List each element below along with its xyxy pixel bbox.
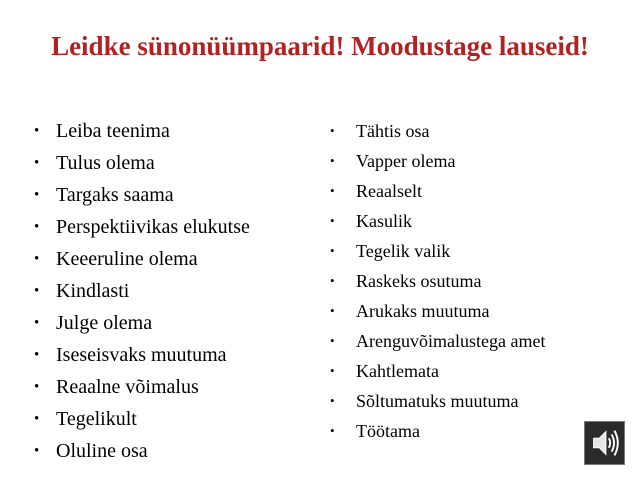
right-item-text: Tegelik valik [356, 241, 451, 261]
bullet-icon: • [34, 379, 40, 395]
left-phrase-list [34, 117, 250, 469]
right-list-item [330, 238, 545, 268]
left-item-text: Reaalne võimalus [56, 376, 199, 398]
left-item-text: Tulus olema [56, 152, 155, 174]
bullet-icon: • [34, 123, 40, 139]
right-item-text: Arukaks muutuma [356, 301, 490, 321]
bullet-icon: • [330, 183, 335, 198]
bullet-icon: • [34, 315, 40, 331]
bullet-icon: • [330, 393, 335, 408]
right-list-item [330, 268, 545, 298]
right-list-item [330, 328, 545, 358]
right-list-item [330, 388, 545, 418]
bullet-icon: • [34, 347, 40, 363]
left-list-item [34, 437, 250, 469]
bullet-icon: • [330, 123, 335, 138]
left-list-item [34, 213, 250, 245]
right-item-text: Raskeks osutuma [356, 271, 482, 291]
slide-title: Leidke sünonüümpaarid! Moodustage lauseid! [51, 31, 589, 61]
left-list-item [34, 405, 250, 437]
bullet-icon: • [34, 411, 40, 427]
right-item-text: Töötama [356, 421, 420, 441]
right-list-item [330, 148, 545, 178]
left-item-text: Iseseisvaks muutuma [56, 344, 227, 366]
right-list-item [330, 178, 545, 208]
left-item-text: Tegelikult [56, 408, 137, 430]
left-item-text: Perspektiivikas elukutse [56, 216, 250, 238]
bullet-icon: • [34, 251, 40, 267]
right-list-item [330, 418, 545, 448]
bullet-icon: • [34, 219, 40, 235]
left-item-text: Keeeruline olema [56, 248, 198, 270]
left-item-text: Leiba teenima [56, 120, 170, 142]
left-list-item [34, 117, 250, 149]
bullet-icon: • [34, 187, 40, 203]
right-list-item [330, 298, 545, 328]
bullet-icon: • [330, 333, 335, 348]
left-list-item [34, 245, 250, 277]
audio-play-button[interactable] [584, 421, 625, 465]
bullet-icon: • [34, 283, 40, 299]
right-item-text: Arenguvõimalustega amet [356, 331, 546, 351]
right-item-text: Tähtis osa [356, 121, 430, 141]
left-item-text: Kindlasti [56, 280, 130, 302]
speaker-icon [585, 422, 624, 464]
bullet-icon: • [34, 155, 40, 171]
bullet-icon: • [330, 153, 335, 168]
bullet-icon: • [330, 423, 335, 438]
left-list-item [34, 277, 250, 309]
bullet-icon: • [330, 363, 335, 378]
bullet-icon: • [34, 443, 40, 459]
right-item-text: Kasulik [356, 211, 412, 231]
left-list-item [34, 341, 250, 373]
bullet-icon: • [330, 243, 335, 258]
right-item-text: Vapper olema [356, 151, 456, 171]
bullet-icon: • [330, 273, 335, 288]
right-list-item [330, 358, 545, 388]
right-item-text: Reaalselt [356, 181, 422, 201]
right-item-text: Sõltumatuks muutuma [356, 391, 519, 411]
left-item-text: Targaks saama [56, 184, 174, 206]
right-item-text: Kahtlemata [356, 361, 439, 381]
bullet-icon: • [330, 303, 335, 318]
left-list-item [34, 309, 250, 341]
left-item-text: Oluline osa [56, 440, 148, 462]
left-item-text: Julge olema [56, 312, 153, 334]
right-list-item [330, 118, 545, 148]
left-list-item [34, 181, 250, 213]
bullet-icon: • [330, 213, 335, 228]
right-phrase-list [330, 118, 545, 448]
left-list-item [34, 149, 250, 181]
left-list-item [34, 373, 250, 405]
right-list-item [330, 208, 545, 238]
